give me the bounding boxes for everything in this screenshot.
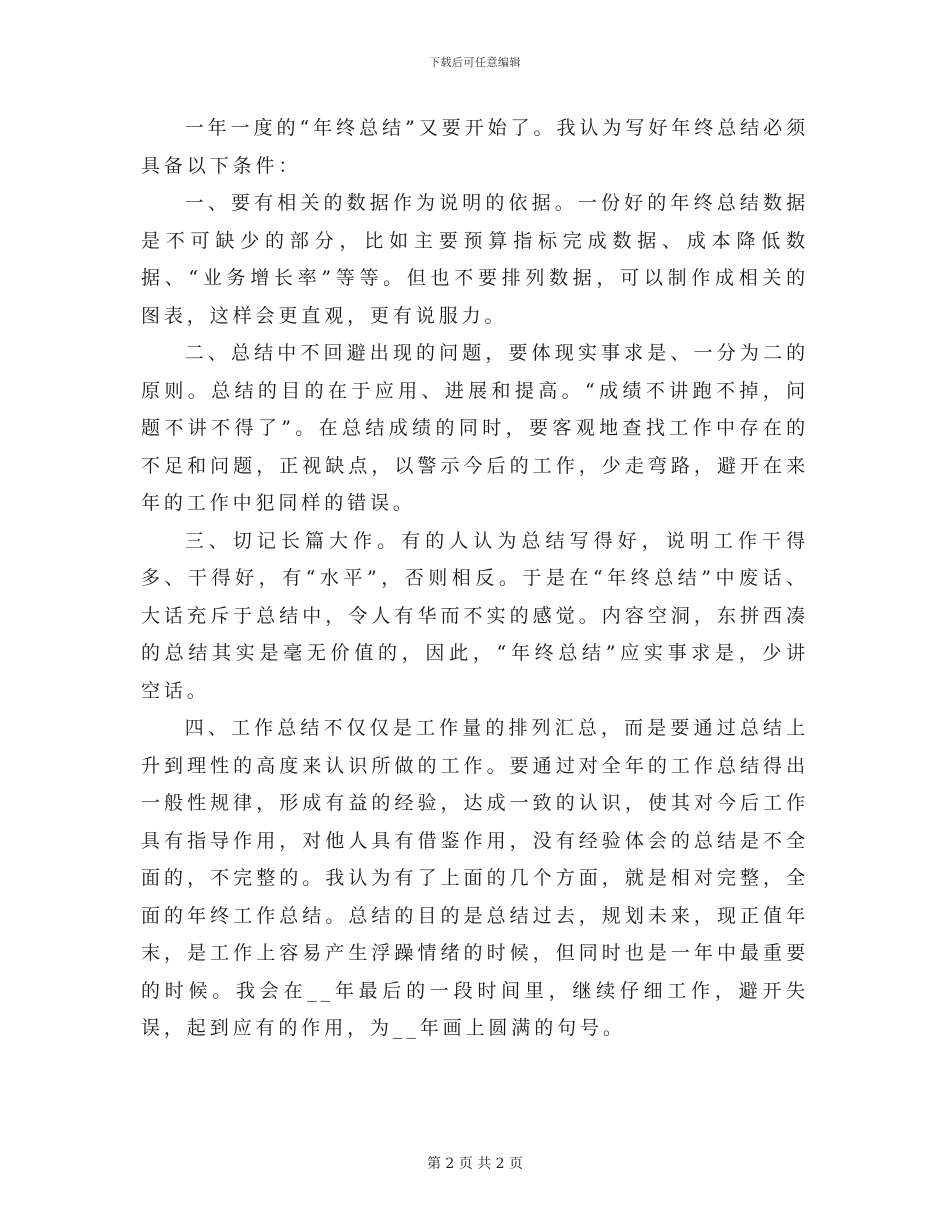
- page-number: 第 2 页 共 2 页: [426, 1156, 524, 1172]
- paragraph-point-4: 四、工作总结不仅仅是工作量的排列汇总，而是要通过总结上升到理性的高度来认识所做的工作。要通过对全年的工作总结得出一般性规律，形成有益的经验，达成一致的认识，使其对今后工作具有指导作用，对他人具有借鉴作用，没有经验体会的总结是不全面的，不完整的。我认为有了上面的几个方面，就是相对完整，全面的年终工作总结。总结的目的是总结过去，规划未来，现正值年末，是工作上容易产生浮躁情绪的时候，但同时也是一年中最重要的时候。我会在__年最后的一段时间里，继续仔细工作，避开失误，起到应有的作用，为__年画上圆满的句号。: [141, 717, 809, 1039]
- paragraph-point-3: 三、切记长篇大作。有的人认为总结写得好，说明工作干得多、干得好，有“水平”，否则相反。于是在“年终总结”中废话、大话充斥于总结中，令人有华而不实的感觉。内容空洞，东拼西凑的总结其实是毫无价值的，因此，“年终总结”应实事求是，少讲空话。: [141, 529, 809, 702]
- paragraph-point-2: 二、总结中不回避出现的问题，要体现实事求是、一分为二的原则。总结的目的在于应用、进展和提高。“成绩不讲跑不掉，问题不讲不得了”。在总结成绩的同时，要客观地查找工作中存在的不足和问题，正视缺点，以警示今后的工作，少走弯路，避开在来年的工作中犯同样的错误。: [141, 342, 809, 514]
- page-header-note: 下载后可任意编辑: [429, 56, 521, 69]
- paragraph-intro: 一年一度的“年终总结”又要开始了。我认为写好年终总结必须具备以下条件：: [141, 117, 809, 177]
- document-body: [141, 110, 809, 1048]
- paragraph-point-1: 一、要有相关的数据作为说明的依据。一份好的年终总结数据是不可缺少的部分，比如主要预算指标完成数据、成本降低数据、“业务增长率”等等。但也不要排列数据，可以制作成相关的图表，这样会更直观，更有说服力。: [141, 192, 809, 327]
